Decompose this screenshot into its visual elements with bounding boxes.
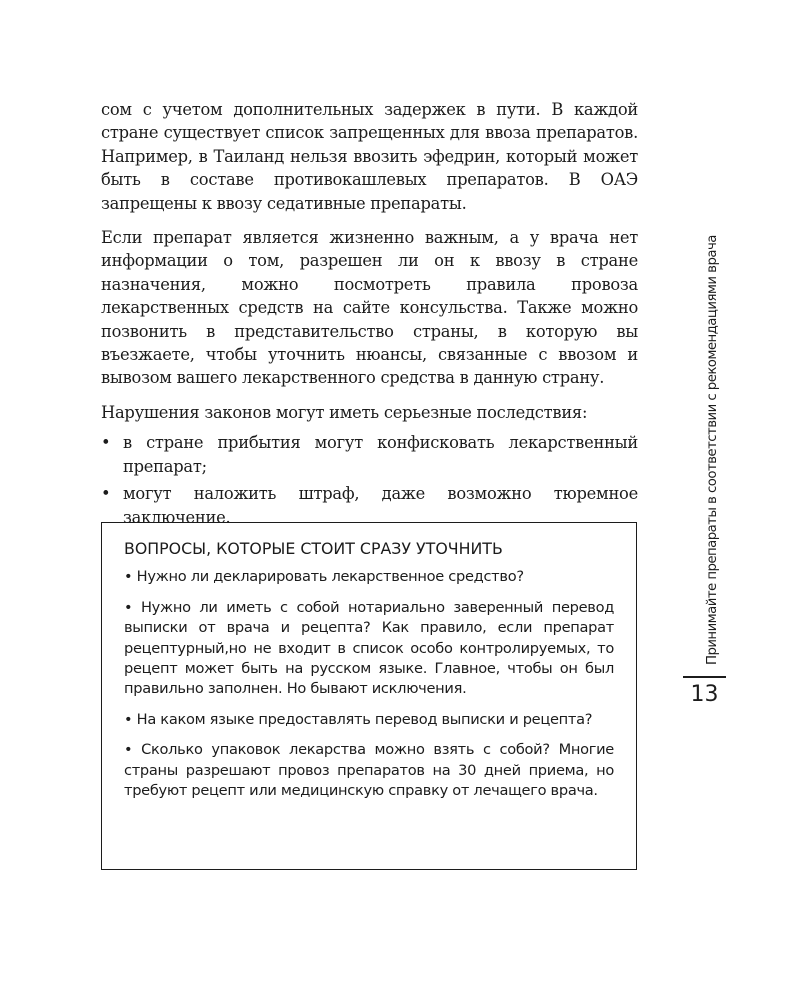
- bullet-icon: •: [101, 484, 111, 504]
- box-item: • Нужно ли декларировать лекарственное средство?: [124, 568, 524, 586]
- page-number: 13: [690, 682, 719, 707]
- box-item: • Нужно ли иметь с собой нотариально заверенный перевод выписки от врача и рецепта? Как правило, если препарат рецептурный,но не входит в список особо контролируемых, то рецепт может быть на русском языке. Главное, чтобы он был правильно заполнен. Но бывают исключения.: [124, 598, 614, 698]
- list-item-text: могут наложить штраф, даже возможно тюремное заключение.: [123, 484, 638, 527]
- paragraph: сом с учетом дополнительных задержек в пути. В каждой стране существует список запрещенных для ввоза препаратов. Например, в Таиланд нельзя ввозить эфедрин, который может быть в составе противокашлевых препаратов. В ОАЭ запрещены к ввозу седативные препараты.: [101, 100, 638, 213]
- box-title: ВОПРОСЫ, КОТОРЫЕ СТОИТ СРАЗУ УТОЧНИТЬ: [124, 539, 503, 558]
- divider: [683, 676, 726, 678]
- list-item: [101, 431, 638, 478]
- main-text: [101, 98, 638, 533]
- box-item: • На каком языке предоставлять перевод выписки и рецепта?: [124, 710, 593, 728]
- bullet-icon: •: [101, 433, 111, 453]
- box-item: • Сколько упаковок лекарства можно взять с собой? Многие страны разрешают провоз препаратов на 30 дней приема, но требуют рецепт или медицинскую справку от лечащего врача.: [124, 741, 614, 800]
- paragraph: Нарушения законов могут иметь серьезные последствия:: [101, 402, 588, 422]
- running-head: Принимайте препараты в соответствии с рекомендациями врача: [705, 235, 720, 665]
- questions-box: [101, 522, 637, 870]
- list-item-text: в стране прибытия могут конфисковать лекарственный препарат;: [123, 433, 638, 476]
- consequences-list: [101, 431, 638, 529]
- paragraph: Если препарат является жизненно важным, а у врача нет информации о том, разрешен ли он к ввозу в стране назначения, можно посмотреть правила провоза лекарственных средств на сайте консульства. Также можно позвонить в представительство страны, в которую вы въезжаете, чтобы уточнить нюансы, связанные с ввозом и вывозом вашего лекарственного средства в данную страну.: [101, 228, 638, 388]
